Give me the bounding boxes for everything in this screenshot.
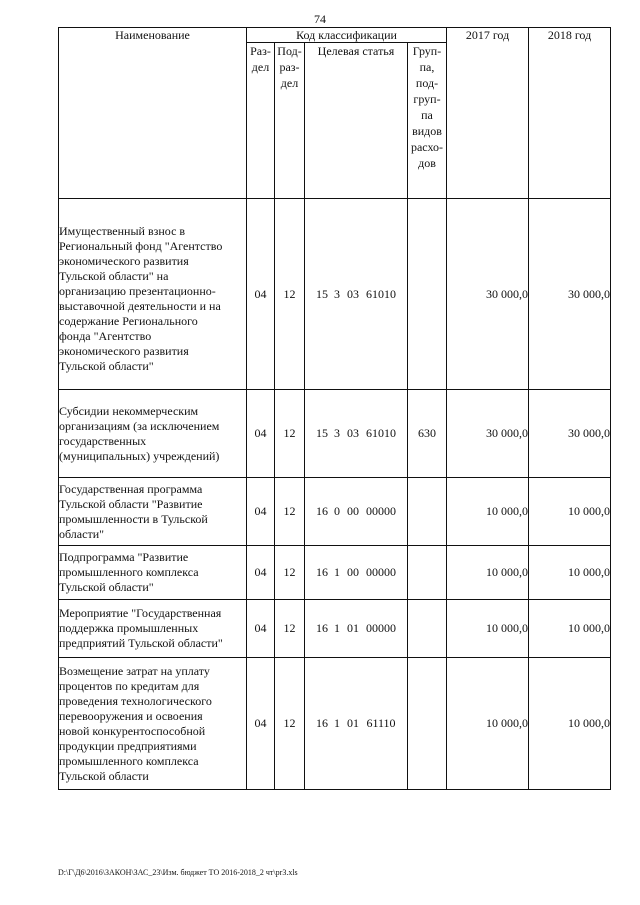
row-group <box>408 600 447 658</box>
header-section: Раз- дел <box>247 43 275 199</box>
table-body <box>59 199 611 790</box>
header-subsection: Под- раз- дел <box>275 43 305 199</box>
row-name: Возмещение затрат на уплату процентов по кредитам для проведения технологического перевооружения и освоения новой конкурентоспособной продукции предприятиями промышленного комплекса Тульской области <box>59 658 247 790</box>
header-target: Целевая статья <box>305 43 408 199</box>
row-target-article: 16 1 01 61110 <box>305 658 408 790</box>
header-name: Наименование <box>59 28 247 199</box>
row-name: Государственная программа Тульской области "Развитие промышленности в Тульской области" <box>59 478 247 546</box>
table-row <box>59 390 611 478</box>
budget-table <box>58 27 611 790</box>
row-amount-2018: 30 000,0 <box>529 390 611 478</box>
row-target-article: 16 1 00 00000 <box>305 546 408 600</box>
row-amount-2017: 10 000,0 <box>447 546 529 600</box>
row-section: 04 <box>247 199 275 390</box>
row-group <box>408 478 447 546</box>
row-group <box>408 658 447 790</box>
table-row <box>59 658 611 790</box>
header-code: Код классификации <box>247 28 447 43</box>
row-subsection: 12 <box>275 658 305 790</box>
row-name: Подпрограмма "Развитие промышленного комплекса Тульской области" <box>59 546 247 600</box>
row-subsection: 12 <box>275 478 305 546</box>
row-amount-2018: 10 000,0 <box>529 478 611 546</box>
header-group: Груп- па, под- груп- па видов расхо- дов <box>408 43 447 199</box>
header-year-2017: 2017 год <box>447 28 529 199</box>
row-amount-2018: 10 000,0 <box>529 600 611 658</box>
file-path-footer: D:\Г\Д6\2016\ЗАКОН\ЗАС_23\Изм. бюджет ТО 2016-2018_2 чт\pr3.xls <box>58 868 298 877</box>
row-amount-2017: 30 000,0 <box>447 390 529 478</box>
row-section: 04 <box>247 600 275 658</box>
table-row <box>59 199 611 390</box>
table-row <box>59 600 611 658</box>
row-subsection: 12 <box>275 199 305 390</box>
row-amount-2018: 10 000,0 <box>529 658 611 790</box>
row-section: 04 <box>247 390 275 478</box>
row-target-article: 15 3 03 61010 <box>305 199 408 390</box>
header-year-2018: 2018 год <box>529 28 611 199</box>
row-section: 04 <box>247 478 275 546</box>
row-amount-2018: 30 000,0 <box>529 199 611 390</box>
header-row-top <box>59 28 611 43</box>
row-section: 04 <box>247 658 275 790</box>
row-target-article: 16 0 00 00000 <box>305 478 408 546</box>
page-number: 74 <box>314 12 326 26</box>
row-section: 04 <box>247 546 275 600</box>
row-amount-2017: 30 000,0 <box>447 199 529 390</box>
row-group <box>408 546 447 600</box>
row-target-article: 15 3 03 61010 <box>305 390 408 478</box>
row-amount-2018: 10 000,0 <box>529 546 611 600</box>
row-group <box>408 199 447 390</box>
row-name: Субсидии некоммерческим организациям (за исключением государственных (муниципальных) учреждений) <box>59 390 247 478</box>
row-subsection: 12 <box>275 390 305 478</box>
table-row <box>59 478 611 546</box>
row-group: 630 <box>408 390 447 478</box>
row-amount-2017: 10 000,0 <box>447 478 529 546</box>
row-amount-2017: 10 000,0 <box>447 600 529 658</box>
row-amount-2017: 10 000,0 <box>447 658 529 790</box>
table-row <box>59 546 611 600</box>
row-subsection: 12 <box>275 546 305 600</box>
row-target-article: 16 1 01 00000 <box>305 600 408 658</box>
row-subsection: 12 <box>275 600 305 658</box>
row-name: Имущественный взнос в Региональный фонд "Агентство экономического развития Тульской области" на организацию презентационно- выставочной деятельности и на содержание Регионального фонда "Агентство экономического развития Тульской области" <box>59 199 247 390</box>
row-name: Мероприятие "Государственная поддержка промышленных предприятий Тульской области" <box>59 600 247 658</box>
